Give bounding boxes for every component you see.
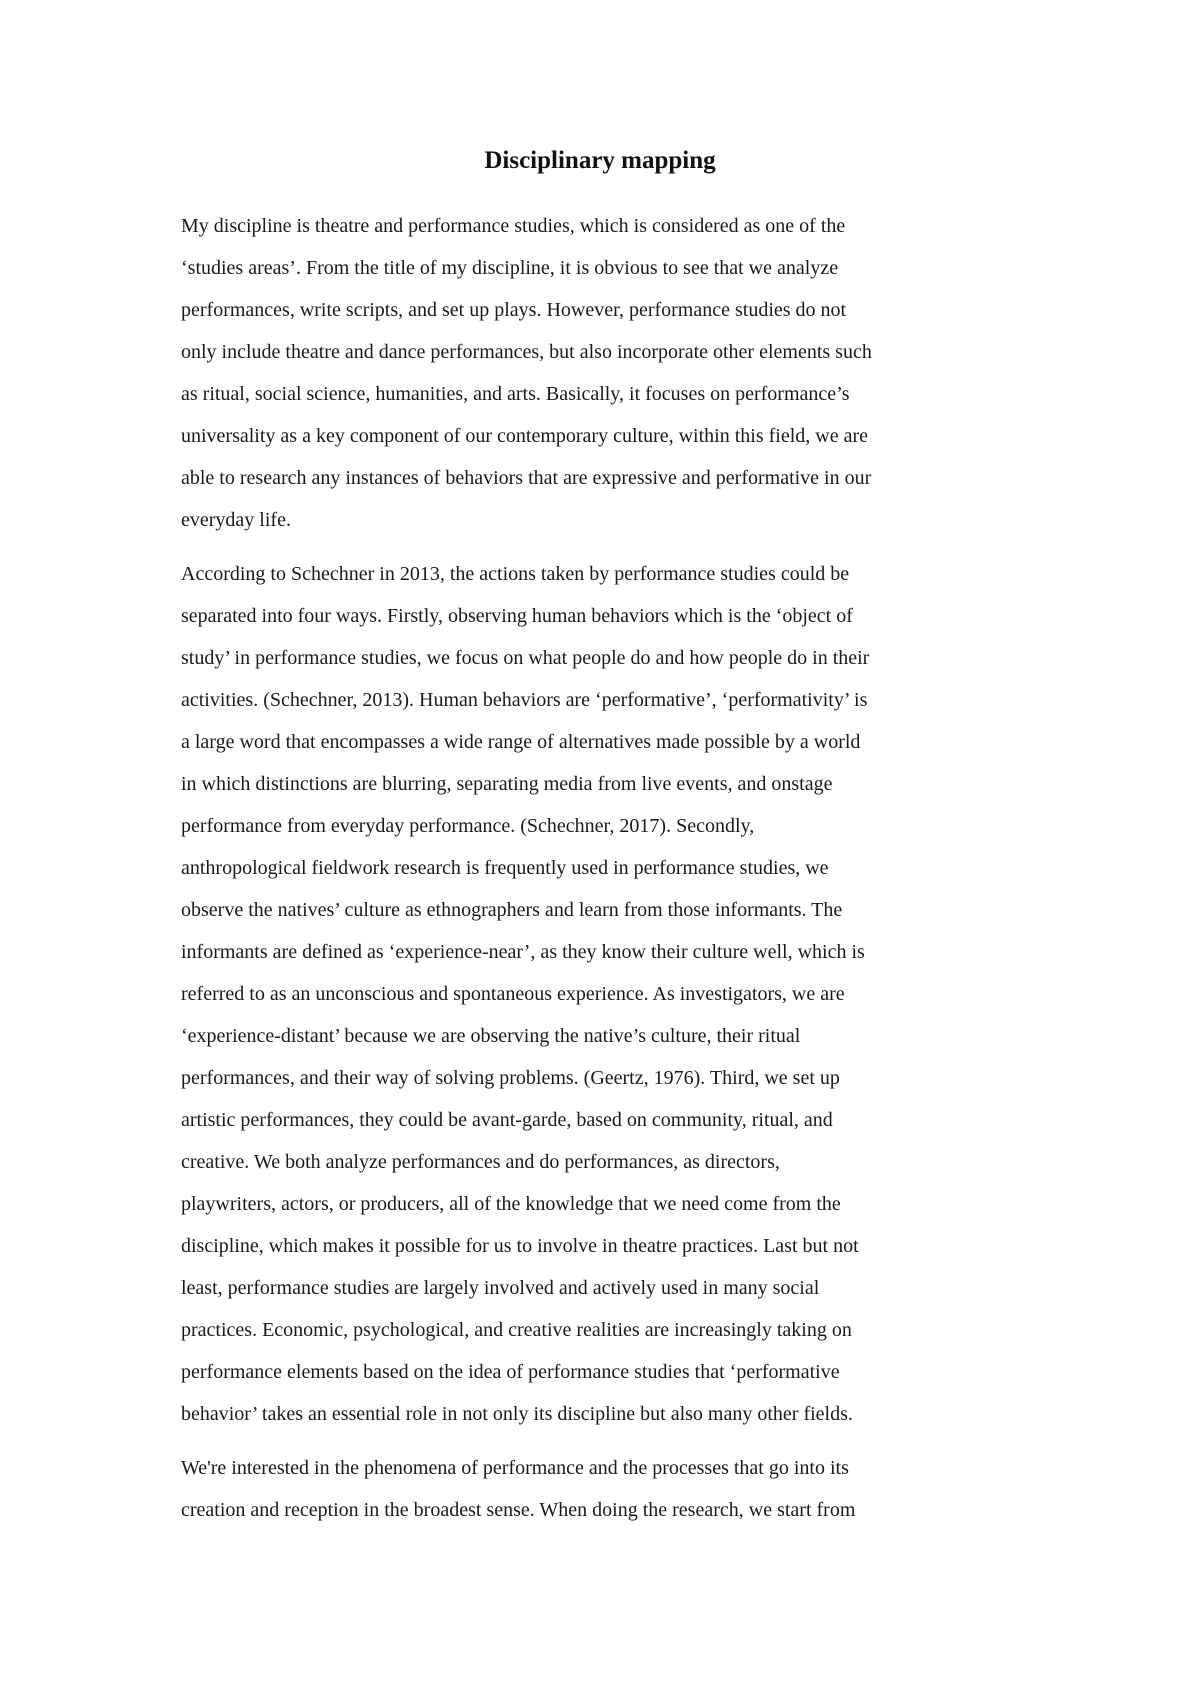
text-line: observe the natives’ culture as ethnographers and learn from those informants. The: [181, 899, 843, 921]
text-line: creative. We both analyze performances and do performances, as directors,: [181, 1151, 780, 1173]
text-line: practices. Economic, psychological, and creative realities are increasingly taking on: [181, 1319, 852, 1341]
paragraph-3: [181, 1447, 1029, 1531]
text-line: able to research any instances of behaviors that are expressive and performative in our: [181, 467, 872, 489]
text-line: performance from everyday performance. (Schechner, 2017). Secondly,: [181, 815, 755, 837]
text-line: informants are defined as ‘experience-near’, as they know their culture well, which is: [181, 941, 865, 963]
text-line: creation and reception in the broadest sense. When doing the research, we start from: [181, 1499, 856, 1521]
text-line: activities. (Schechner, 2013). Human behaviors are ‘performative’, ‘performativity’ is: [181, 689, 868, 711]
text-line: separated into four ways. Firstly, observing human behaviors which is the ‘object of: [181, 605, 853, 627]
text-line: performance elements based on the idea of performance studies that ‘performative: [181, 1361, 840, 1383]
text-line: referred to as an unconscious and spontaneous experience. As investigators, we are: [181, 983, 845, 1005]
text-line: behavior’ takes an essential role in not only its discipline but also many other fields.: [181, 1403, 853, 1425]
text-line: a large word that encompasses a wide range of alternatives made possible by a world: [181, 731, 861, 753]
document-body: [181, 205, 1029, 1543]
paragraph-1: [181, 205, 1029, 541]
text-line: According to Schechner in 2013, the actions taken by performance studies could be: [181, 563, 850, 585]
text-line: discipline, which makes it possible for us to involve in theatre practices. Last but not: [181, 1235, 859, 1257]
text-line: playwriters, actors, or producers, all of the knowledge that we need come from the: [181, 1193, 841, 1215]
text-line: study’ in performance studies, we focus on what people do and how people do in their: [181, 647, 870, 669]
text-line: everyday life.: [181, 509, 291, 531]
text-line: universality as a key component of our contemporary culture, within this field, we are: [181, 425, 869, 447]
text-line: anthropological fieldwork research is frequently used in performance studies, we: [181, 857, 829, 879]
text-line: ‘experience-distant’ because we are observing the native’s culture, their ritual: [181, 1025, 801, 1047]
text-line: least, performance studies are largely involved and actively used in many social: [181, 1277, 820, 1299]
text-line: only include theatre and dance performances, but also incorporate other elements such: [181, 341, 872, 363]
text-line: artistic performances, they could be avant-garde, based on community, ritual, and: [181, 1109, 833, 1131]
text-line: as ritual, social science, humanities, and arts. Basically, it focuses on performance’s: [181, 383, 850, 405]
text-line: My discipline is theatre and performance studies, which is considered as one of the: [181, 215, 846, 237]
text-line: performances, write scripts, and set up plays. However, performance studies do not: [181, 299, 847, 321]
document-title: Disciplinary mapping: [484, 147, 716, 174]
paragraph-2: [181, 553, 1029, 1435]
text-line: We're interested in the phenomena of performance and the processes that go into its: [181, 1457, 849, 1479]
text-line: ‘studies areas’. From the title of my discipline, it is obvious to see that we analyze: [181, 257, 839, 279]
text-line: performances, and their way of solving problems. (Geertz, 1976). Third, we set up: [181, 1067, 840, 1089]
text-line: in which distinctions are blurring, separating media from live events, and onstage: [181, 773, 833, 795]
